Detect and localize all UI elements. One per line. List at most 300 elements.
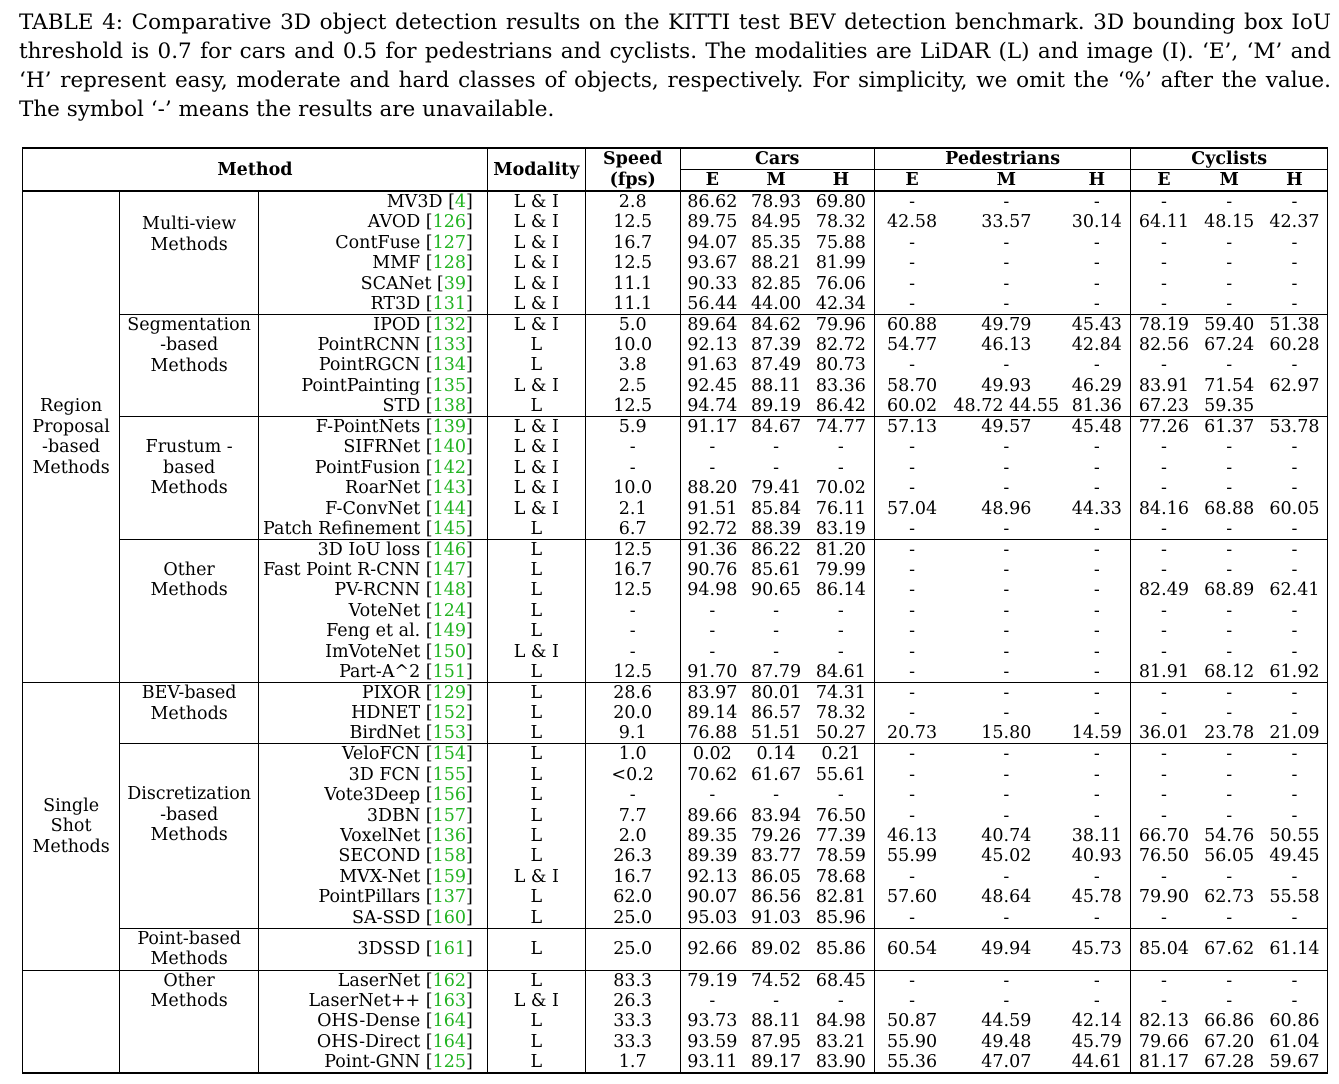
car-m-cell: 87.39 [750, 334, 802, 355]
car-m-cell: 89.02 [744, 928, 808, 970]
modality-cell: L [487, 662, 585, 683]
citation-link[interactable]: 150 [432, 641, 467, 662]
ped-e-cell: 46.13 [887, 825, 938, 846]
ped-m-cell: - [1003, 192, 1010, 212]
cyc-e-cell: - [1160, 457, 1167, 478]
car-m-cell: 44.00 [750, 293, 802, 314]
car-e-cell: 89.75 [687, 212, 738, 233]
cyc-e-cell: 79.66 [1138, 1031, 1189, 1052]
car-e-cell: 89.39 [687, 846, 738, 867]
method-cell: Part-A^2 [151] [259, 662, 488, 683]
speed-cell: 25.0 [585, 908, 680, 929]
method-name: RT3D [370, 293, 421, 314]
cyc-h-cell: 61.92 [1262, 662, 1328, 683]
cyc-e-cell: - [1160, 907, 1167, 928]
speed-cell: - [585, 642, 680, 662]
citation-link[interactable]: 127 [432, 232, 467, 253]
speed-cell: 2.8 [585, 191, 680, 212]
car-m-cell: 89.17 [744, 1052, 808, 1073]
citation-link[interactable]: 129 [432, 683, 467, 703]
citation-link[interactable]: 128 [432, 253, 467, 274]
cyc-m-cell: - [1226, 518, 1233, 539]
ped-m-cell: 49.94 [949, 928, 1063, 970]
car-h-cell: 83.21 [808, 1031, 874, 1051]
ped-h-cell: - [1063, 805, 1131, 825]
ped-h-cell: 45.48 [1063, 417, 1131, 438]
car-e-cell: 94.98 [687, 580, 738, 601]
ped-h-cell: 14.59 [1063, 723, 1131, 744]
group-label: Multi-view Methods [120, 191, 259, 314]
cyc-h-cell: 50.55 [1262, 826, 1328, 846]
cyc-e-cell: - [1131, 970, 1197, 991]
ped-e-cell: - [909, 764, 916, 785]
ped-h-cell: 45.73 [1063, 928, 1131, 970]
ped-m-cell: 49.93 [981, 375, 1032, 396]
car-e-cell: 92.13 [687, 334, 738, 355]
citation-link[interactable]: 159 [432, 866, 467, 887]
citation-link[interactable]: 126 [432, 212, 467, 233]
cyc-m-cell: - [1226, 600, 1233, 621]
citation-link[interactable]: 154 [432, 744, 467, 765]
ped-m-cell: - [1003, 478, 1010, 499]
citation-link[interactable]: 133 [432, 334, 467, 355]
method-name: 3D FCN [348, 764, 421, 785]
car-m-cell: 84.67 [744, 417, 808, 438]
cyc-h-cell: - [1262, 621, 1328, 641]
method-name: Feng et al. [326, 621, 421, 642]
cyc-m-cell: 68.12 [1204, 662, 1255, 682]
ped-m-cell: - [1003, 273, 1010, 294]
cyc-e-cell: - [1160, 703, 1167, 724]
citation-link[interactable]: 135 [432, 375, 467, 396]
method-name: PIXOR [361, 683, 421, 703]
citation-link[interactable]: 153 [432, 723, 467, 744]
method-name: PointPillars [318, 887, 421, 908]
method-name: F-ConvNet [325, 498, 421, 519]
cyc-e-cell: 78.19 [1131, 314, 1197, 335]
ped-h-cell: 30.14 [1063, 212, 1131, 232]
table-row [23, 417, 1328, 438]
modality-cell: L & I [487, 232, 585, 252]
cyc-e-cell: - [1160, 621, 1167, 642]
citation-link[interactable]: 136 [432, 825, 467, 846]
cyc-h-cell: - [1262, 764, 1328, 784]
citation-link[interactable]: 156 [432, 785, 467, 806]
ped-h-cell: - [1063, 642, 1131, 662]
citation-link[interactable]: 140 [432, 437, 467, 458]
car-e-cell: 89.14 [687, 703, 738, 724]
citation-link[interactable]: 152 [432, 703, 467, 724]
modality-cell: L [487, 846, 585, 866]
cyc-m-cell: - [1226, 232, 1233, 253]
citation-link[interactable]: 134 [432, 355, 467, 376]
car-e-cell: - [709, 457, 716, 478]
cyc-h-cell: 61.14 [1262, 928, 1328, 970]
citation-link[interactable]: 39 [443, 273, 467, 294]
modality-cell: L [487, 744, 585, 765]
citation-link[interactable]: 147 [432, 560, 467, 581]
car-m-cell: 61.67 [750, 764, 802, 785]
cyc-h-cell: - [1262, 478, 1328, 498]
method-name: MV3D [386, 192, 443, 212]
car-m-cell: 87.95 [750, 1031, 802, 1052]
car-h-cell: 69.80 [808, 191, 874, 212]
ped-h-cell: 45.79 [1063, 1031, 1131, 1051]
cyc-h-cell: - [1262, 437, 1328, 457]
citation-link[interactable]: 158 [432, 846, 467, 867]
cyc-h-cell: - [1262, 683, 1328, 704]
modality-cell: L & I [487, 478, 585, 498]
cyc-h-cell: 59.67 [1262, 1052, 1328, 1073]
speed-cell: 12.5 [585, 396, 680, 417]
table-row [23, 683, 1328, 704]
method-name: IPOD [373, 314, 421, 335]
car-m-cell: - [773, 457, 779, 478]
method-name: BirdNet [349, 723, 421, 744]
speed-cell: <0.2 [585, 764, 680, 784]
cyc-e-cell: - [1160, 437, 1167, 458]
cyc-e-cell: - [1160, 764, 1167, 785]
method-cell: Vote3Deep [156] [259, 785, 488, 805]
cyc-h-cell: - [1262, 744, 1328, 765]
method-cell: 3D FCN [155] [259, 764, 488, 784]
method-name: PointRCNN [317, 334, 421, 355]
cyc-e-cell: 64.11 [1138, 212, 1189, 233]
car-m-cell: 79.26 [750, 825, 802, 846]
cyc-h-cell: - [1262, 458, 1328, 478]
ped-e-cell: - [909, 641, 916, 662]
ped-h-header: H [1063, 170, 1131, 192]
ped-m-cell: - [1003, 703, 1010, 724]
ped-e-cell: - [909, 293, 916, 314]
cyc-e-cell: 76.50 [1138, 846, 1189, 867]
car-m-cell: 90.65 [750, 580, 802, 601]
speed-cell: 12.5 [585, 212, 680, 232]
car-h-cell: 78.68 [808, 867, 874, 887]
citation-link[interactable]: 148 [432, 580, 467, 601]
citation-link[interactable]: 157 [432, 805, 467, 826]
citation-link[interactable]: 131 [432, 293, 467, 314]
table-row [23, 970, 1328, 991]
ped-e-cell: - [909, 253, 916, 274]
car-h-cell: 79.99 [808, 560, 874, 580]
cyc-e-cell: 36.01 [1138, 723, 1189, 744]
speed-cell: 12.5 [585, 539, 680, 560]
ped-e-cell: - [909, 785, 916, 806]
ped-e-cell: 55.36 [874, 1052, 949, 1073]
method-name: PV-RCNN [334, 580, 421, 601]
modality-cell: L [487, 396, 585, 417]
category-label [23, 970, 120, 1073]
method-name: LaserNet [337, 970, 421, 991]
citation-link[interactable]: 142 [432, 457, 467, 478]
car-e-cell: 92.13 [687, 866, 738, 887]
method-name: ContFuse [335, 232, 421, 253]
ped-e-cell: 42.58 [887, 212, 938, 233]
car-m-cell: 78.93 [750, 192, 802, 212]
method-cell: VeloFCN [154] [259, 744, 488, 765]
ped-e-cell: - [909, 990, 916, 1011]
cyc-m-cell: - [1226, 355, 1233, 376]
citation-link[interactable]: 163 [432, 990, 467, 1011]
ped-m-cell: 47.07 [949, 1052, 1063, 1073]
car-e-cell: 93.59 [687, 1031, 738, 1052]
citation-link[interactable]: 125 [432, 1051, 467, 1072]
citation-link[interactable]: 143 [432, 478, 467, 499]
car-h-cell: 75.88 [808, 232, 874, 252]
ped-e-cell: 58.70 [887, 375, 938, 396]
car-e-cell: 86.62 [687, 192, 738, 212]
speed-cell: 10.0 [585, 478, 680, 498]
speed-cell: 25.0 [585, 928, 680, 970]
car-e-cell: 91.51 [687, 498, 738, 519]
method-name: Patch Refinement [263, 518, 421, 539]
citation-link[interactable]: 132 [432, 314, 467, 335]
cyc-m-cell: - [1226, 764, 1233, 785]
method-name: HDNET [351, 703, 421, 724]
ped-e-cell: - [909, 662, 916, 682]
modality-cell: L [487, 928, 585, 970]
cars-e-header: E [680, 170, 744, 192]
method-name: RoarNet [345, 478, 421, 499]
cyc-e-cell: - [1131, 744, 1197, 765]
table-row [23, 744, 1328, 765]
cyc-h-cell: - [1262, 970, 1328, 991]
modality-cell: L [487, 621, 585, 641]
citation-link[interactable]: 160 [432, 907, 467, 928]
car-m-cell: 91.03 [750, 907, 802, 928]
method-name: OHS-Dense [317, 1011, 421, 1032]
speed-cell: 1.7 [585, 1052, 680, 1073]
cyc-e-cell: - [1160, 805, 1167, 826]
cyc-h-cell: - [1262, 785, 1328, 805]
ped-m-cell: - [1003, 907, 1010, 928]
modality-cell: L [487, 887, 585, 907]
car-m-cell: 88.39 [750, 518, 802, 539]
table-row [23, 191, 1328, 212]
ped-e-header: E [874, 170, 949, 192]
car-m-cell: 89.19 [750, 396, 802, 417]
method-name: Fast Point R-CNN [263, 560, 421, 581]
method-name: F-PointNets [315, 417, 421, 438]
car-m-cell: 88.21 [750, 253, 802, 274]
cyc-m-cell: - [1226, 785, 1233, 806]
citation-link[interactable]: 139 [432, 417, 467, 438]
car-m-cell: - [773, 621, 779, 642]
car-h-cell: 81.20 [808, 539, 874, 560]
modality-cell: L [487, 764, 585, 784]
ped-e-cell: - [909, 273, 916, 294]
car-e-cell: - [709, 621, 716, 642]
method-cell: SCANet [39] [259, 273, 488, 293]
cyc-m-cell: 71.54 [1204, 375, 1255, 396]
method-cell: OHS-Dense [164] [259, 1011, 488, 1031]
car-h-cell: 83.19 [808, 519, 874, 540]
citation-link[interactable]: 155 [432, 764, 467, 785]
method-cell: MV3D [4] [259, 191, 488, 212]
cyc-h-cell: - [1262, 519, 1328, 540]
car-h-cell: - [808, 991, 874, 1011]
car-e-cell: 90.33 [687, 273, 738, 294]
modality-cell: L [487, 335, 585, 355]
ped-m-cell: - [1003, 518, 1010, 539]
cyc-m-cell: 54.76 [1204, 825, 1255, 846]
car-e-cell: 0.02 [680, 744, 744, 765]
ped-m-cell: - [1003, 355, 1010, 376]
modality-cell: L [487, 601, 585, 621]
ped-m-cell: 49.79 [949, 314, 1063, 335]
citation-link[interactable]: 161 [432, 939, 467, 959]
ped-m-cell: - [1003, 253, 1010, 274]
cyc-h-cell: - [1262, 355, 1328, 375]
group-label: Point-based Methods [120, 928, 259, 970]
ped-m-cell: - [1003, 580, 1010, 601]
speed-cell: 33.3 [585, 1031, 680, 1051]
car-m-cell: - [773, 990, 779, 1011]
citation-link[interactable]: 4 [454, 192, 467, 212]
cyc-e-cell: - [1160, 273, 1167, 294]
speed-header: Speed [585, 148, 680, 170]
cyc-h-cell: 42.37 [1262, 212, 1328, 232]
ped-m-header: M [949, 170, 1063, 192]
modality-cell: L & I [487, 376, 585, 396]
car-h-cell: - [808, 785, 874, 805]
car-e-cell: 89.35 [687, 825, 738, 846]
method-cell: Feng et al. [149] [259, 621, 488, 641]
modality-cell: L [487, 683, 585, 704]
method-name: PointRGCN [318, 355, 421, 376]
citation-link[interactable]: 164 [432, 1011, 467, 1032]
cyc-m-cell: - [1226, 907, 1233, 928]
ped-m-cell: 40.74 [981, 825, 1032, 846]
citation-link[interactable]: 138 [432, 396, 467, 417]
speed-cell: 11.1 [585, 273, 680, 293]
ped-h-cell: - [1063, 908, 1131, 929]
citation-link[interactable]: 144 [432, 498, 467, 519]
method-cell: VoteNet [124] [259, 601, 488, 621]
car-m-cell: 86.05 [750, 866, 802, 887]
citation-link[interactable]: 146 [432, 539, 467, 560]
ped-h-cell: - [1063, 253, 1131, 273]
cyc-m-header: M [1196, 170, 1261, 192]
ped-h-cell: - [1063, 703, 1131, 723]
modality-cell: L [487, 908, 585, 929]
cyc-m-cell: 68.88 [1204, 498, 1255, 519]
method-cell: Patch Refinement [145] [259, 519, 488, 540]
ped-m-cell: 44.59 [981, 1011, 1032, 1032]
method-cell: 3DSSD [161] [259, 928, 488, 970]
car-m-cell: 86.22 [744, 539, 808, 560]
cyc-e-cell: 66.70 [1138, 825, 1189, 846]
cyc-m-cell: - [1226, 990, 1233, 1011]
ped-h-cell: - [1063, 621, 1131, 641]
method-cell: SECOND [158] [259, 846, 488, 866]
citation-link[interactable]: 162 [432, 970, 467, 991]
car-h-cell: 83.36 [808, 376, 874, 396]
citation-link[interactable]: 124 [432, 600, 467, 621]
cyc-e-cell: 85.04 [1131, 928, 1197, 970]
modality-cell: L & I [487, 253, 585, 273]
method-cell: Point-GNN [125] [259, 1052, 488, 1073]
method-header: Method [23, 148, 488, 191]
car-h-cell: 81.99 [808, 253, 874, 273]
ped-m-cell: 48.64 [981, 887, 1032, 908]
speed-cell: 16.7 [585, 867, 680, 887]
car-h-cell: 77.39 [808, 826, 874, 846]
modality-cell: L [487, 560, 585, 580]
method-cell: AVOD [126] [259, 212, 488, 232]
cyc-e-cell: - [1160, 990, 1167, 1011]
ped-m-cell: - [1003, 293, 1010, 314]
ped-m-cell: - [1003, 232, 1010, 253]
cyc-m-cell: 61.37 [1196, 417, 1261, 438]
car-e-cell: 90.76 [687, 560, 738, 581]
car-h-cell: 84.61 [808, 662, 874, 683]
cyc-h-cell: 60.86 [1262, 1011, 1328, 1031]
speed-cell: 12.5 [585, 662, 680, 683]
method-name: PointFusion [314, 457, 421, 478]
method-name: Part-A^2 [339, 662, 421, 682]
ped-e-cell: - [909, 600, 916, 621]
speed-cell: - [585, 621, 680, 641]
citation-link[interactable]: 151 [432, 662, 467, 682]
speed-cell: 26.3 [585, 991, 680, 1011]
citation-link[interactable]: 145 [432, 518, 467, 539]
cyc-h-cell: - [1262, 642, 1328, 662]
group-label: Discretization -based Methods [120, 744, 259, 928]
speed-cell: 10.0 [585, 335, 680, 355]
cyc-m-cell: - [1226, 805, 1233, 826]
cyc-h-cell [1262, 396, 1328, 417]
ped-h-cell: 81.36 [1063, 396, 1131, 417]
modality-cell: L [487, 519, 585, 540]
ped-e-cell: 57.60 [887, 887, 938, 908]
car-h-cell: 74.31 [808, 683, 874, 704]
cyc-m-cell: - [1226, 560, 1233, 581]
cyc-e-cell: - [1160, 560, 1167, 581]
citation-link[interactable]: 164 [432, 1031, 467, 1052]
method-name: STD [382, 396, 421, 417]
car-h-cell: 85.96 [808, 908, 874, 929]
car-e-cell: 92.45 [687, 375, 738, 396]
cyc-m-cell: 62.73 [1204, 887, 1255, 908]
method-name: VeloFCN [341, 744, 421, 765]
citation-link[interactable]: 149 [432, 621, 467, 642]
ped-e-cell: - [909, 866, 916, 887]
ped-m-cell: - [1003, 990, 1010, 1011]
car-h-cell: 80.73 [808, 355, 874, 375]
car-e-cell: 83.97 [680, 683, 744, 704]
speed-cell: 7.7 [585, 805, 680, 825]
modality-cell: L & I [487, 498, 585, 518]
cyc-e-cell: 82.56 [1138, 334, 1189, 355]
citation-link[interactable]: 137 [432, 887, 467, 908]
cyc-e-cell: 67.23 [1138, 396, 1189, 417]
cyc-e-cell: 82.49 [1138, 580, 1189, 601]
car-e-cell: 93.67 [687, 253, 738, 274]
cyc-e-cell: 81.17 [1131, 1052, 1197, 1073]
modality-cell: L [487, 355, 585, 375]
speed-cell: 26.3 [585, 846, 680, 866]
cyc-h-cell: - [1262, 232, 1328, 252]
ped-m-cell: 46.13 [981, 334, 1032, 355]
cyc-e-cell: - [1160, 232, 1167, 253]
method-name: LaserNet++ [308, 990, 421, 1011]
cyc-m-cell: - [1226, 273, 1233, 294]
method-name: SCANet [360, 273, 432, 294]
speed-cell: 33.3 [585, 1011, 680, 1031]
speed-cell: 28.6 [585, 683, 680, 704]
